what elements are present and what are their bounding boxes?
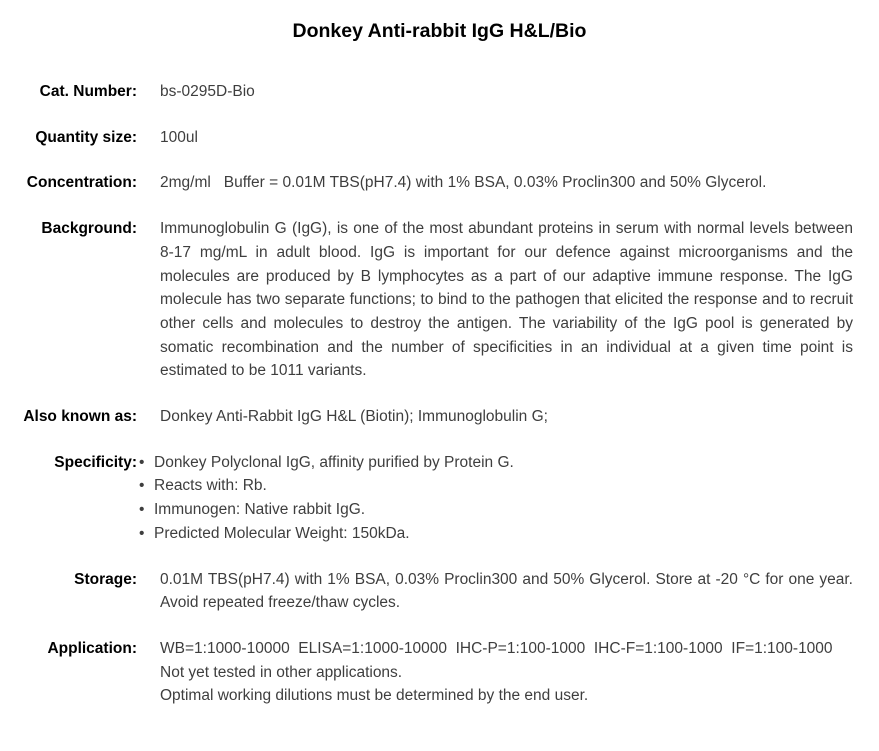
bullet-icon: •	[139, 524, 145, 542]
list-item	[137, 498, 830, 522]
bullet-icon: •	[139, 453, 145, 471]
storage-value: 0.01M TBS(pH7.4) with 1% BSA, 0.03% Proclin300 and 50% Glycerol. Store at -20 °C for one year. Avoid repeated freeze/thaw cycles.	[160, 570, 853, 612]
background-label: Background:	[41, 220, 137, 238]
bullet-icon: •	[139, 501, 145, 519]
storage-label: Storage:	[74, 570, 137, 588]
field-specificity	[0, 451, 879, 546]
specificity-item-text: Predicted Molecular Weight: 150kDa.	[154, 524, 410, 542]
field-also-known-as	[0, 405, 879, 429]
list-item	[137, 474, 830, 498]
also-known-as-label: Also known as:	[23, 408, 137, 426]
specificity-label: Specificity:	[54, 453, 137, 471]
application-label: Application:	[47, 639, 137, 657]
field-storage	[0, 568, 879, 615]
specificity-item-text: Donkey Polyclonal IgG, affinity purified by Protein G.	[154, 453, 514, 471]
background-value: Immunoglobulin G (IgG), is one of the most abundant proteins in serum with normal levels between 8-17 mg/mL in adult blood. IgG is important for our defence against microorganisms and the molecules are produced by B lymphocytes as a part of our adaptive immune response. The IgG molecule has two separate functions; to bind to the pathogen that elicited the response and to recruit other cells and molecules to destroy the antigen. The variability of the IgG pool is generated by somatic recombination and the number of specificities in an individual at a given time point is estimated to be 1011 variants.	[160, 220, 853, 380]
bullet-icon: •	[139, 477, 145, 495]
field-background	[0, 217, 879, 383]
list-item	[137, 522, 830, 546]
specificity-list	[137, 451, 830, 546]
concentration-value: 2mg/ml Buffer = 0.01M TBS(pH7.4) with 1% BSA, 0.03% Proclin300 and 50% Glycerol.	[160, 174, 767, 192]
cat-number-value: bs-0295D-Bio	[160, 83, 255, 100]
list-item	[137, 451, 830, 475]
also-known-as-value: Donkey Anti-Rabbit IgG H&L (Biotin); Immunoglobulin G;	[160, 408, 548, 426]
field-concentration	[0, 171, 879, 195]
datasheet-page	[0, 20, 879, 708]
application-dilutions: WB=1:1000-10000 ELISA=1:1000-10000 IHC-P=1:100-1000 IHC-F=1:100-1000 IF=1:100-1000	[160, 639, 833, 657]
quantity-size-label: Quantity size:	[35, 128, 137, 146]
specificity-item-text: Reacts with: Rb.	[154, 477, 267, 495]
field-application	[0, 637, 879, 708]
specificity-item-text: Immunogen: Native rabbit IgG.	[154, 501, 366, 519]
cat-number-label: Cat. Number:	[39, 83, 137, 100]
application-note: Optimal working dilutions must be determined by the end user.	[160, 687, 589, 705]
datasheet-fields	[0, 80, 879, 708]
concentration-label: Concentration:	[26, 174, 137, 192]
page-title: Donkey Anti-rabbit IgG H&L/Bio	[292, 20, 587, 42]
quantity-size-value: 100ul	[160, 128, 198, 146]
application-note: Not yet tested in other applications.	[160, 663, 403, 681]
field-quantity-size	[0, 126, 879, 150]
application-value	[160, 637, 853, 708]
field-cat-number	[0, 80, 879, 104]
